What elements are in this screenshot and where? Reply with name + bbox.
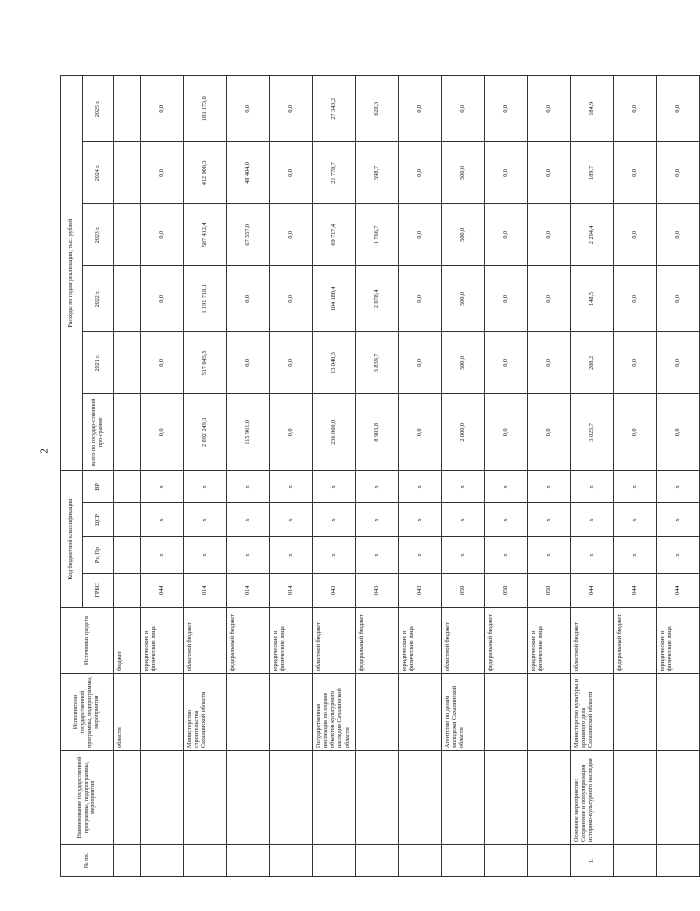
row-2023: 69 717,4 (313, 204, 356, 266)
row-2025: 0,0 (485, 76, 528, 142)
header-total: всего по государ-ственной про-грамме (83, 394, 114, 471)
row-2025: 0,0 (141, 76, 184, 142)
table-row (114, 76, 141, 877)
row-2023: 0,0 (270, 204, 313, 266)
row-grbs: 044 (571, 573, 614, 607)
row-vr: х (313, 471, 356, 503)
row-2024: 0,0 (399, 142, 442, 204)
row-num (399, 844, 442, 876)
row-vr: х (485, 471, 528, 503)
row-rz: х (657, 537, 700, 573)
row-name (485, 751, 528, 845)
header-csr: ЦСР (83, 503, 114, 537)
table-body (114, 76, 700, 877)
row-2023: 1 766,7 (356, 204, 399, 266)
row-2023: 0,0 (614, 204, 657, 266)
row-csr: х (485, 503, 528, 537)
row-2021: 0,0 (485, 332, 528, 394)
row-2021 (114, 332, 141, 394)
header-grbs: ГРБС (83, 573, 114, 607)
row-grbs: 050 (485, 573, 528, 607)
row-total: 0,0 (270, 394, 313, 471)
row-source: юридические и физические лица (270, 607, 313, 673)
row-2025: 183 173,0 (184, 76, 227, 142)
row-grbs: 050 (528, 573, 571, 607)
row-name (114, 751, 141, 845)
table-row (442, 76, 485, 877)
row-2023: 0,0 (528, 204, 571, 266)
row-vr: х (528, 471, 571, 503)
row-2024: 0,0 (141, 142, 184, 204)
row-executor (270, 674, 313, 751)
row-executor (485, 674, 528, 751)
header-2021: 2021 г. (83, 332, 114, 394)
header-num: № пп. (61, 844, 114, 876)
row-2024: 0,0 (485, 142, 528, 204)
row-vr: х (571, 471, 614, 503)
row-2023: 587 412,4 (184, 204, 227, 266)
row-source: юридические и физические лица (399, 607, 442, 673)
row-executor (657, 674, 700, 751)
row-2022 (114, 266, 141, 332)
row-2024: 0,0 (657, 142, 700, 204)
row-2024: 500,0 (442, 142, 485, 204)
row-2022: 0,0 (614, 266, 657, 332)
row-2025: 0,0 (657, 76, 700, 142)
row-executor: области (114, 674, 141, 751)
row-num (184, 844, 227, 876)
row-2022: 500,0 (442, 266, 485, 332)
row-source: областной бюджет (184, 607, 227, 673)
row-num (657, 844, 700, 876)
row-csr: х (313, 503, 356, 537)
row-source: федеральный бюджет (614, 607, 657, 673)
row-2023: 2 294,4 (571, 204, 614, 266)
row-rz: х (356, 537, 399, 573)
row-2023: 0,0 (141, 204, 184, 266)
table-row (313, 76, 356, 877)
row-2021: 3 839,7 (356, 332, 399, 394)
row-csr: х (528, 503, 571, 537)
row-num (528, 844, 571, 876)
row-rz: х (270, 537, 313, 573)
row-total: 2 892 249,3 (184, 394, 227, 471)
row-vr: х (442, 471, 485, 503)
row-executor: Министерство строительства Сахалинской области (184, 674, 227, 751)
row-csr: х (657, 503, 700, 537)
row-vr: х (184, 471, 227, 503)
row-2022: 0,0 (227, 266, 270, 332)
row-grbs: 014 (227, 573, 270, 607)
row-2021: 0,0 (657, 332, 700, 394)
row-2022: 0,0 (270, 266, 313, 332)
row-name (227, 751, 270, 845)
row-total: 0,0 (485, 394, 528, 471)
row-name (399, 751, 442, 845)
row-rz: х (313, 537, 356, 573)
row-name (657, 751, 700, 845)
row-2023: 0,0 (399, 204, 442, 266)
row-2025: 0,0 (614, 76, 657, 142)
row-total: 115 961,0 (227, 394, 270, 471)
row-2022: 104 180,4 (313, 266, 356, 332)
row-rz: х (571, 537, 614, 573)
row-source: бюджет (114, 607, 141, 673)
row-2022: 1 191 718,1 (184, 266, 227, 332)
rotated-table-wrapper (60, 75, 682, 877)
row-grbs: 043 (399, 573, 442, 607)
row-2024: 0,0 (528, 142, 571, 204)
row-source: областной бюджет (442, 607, 485, 673)
row-2021: 0,0 (614, 332, 657, 394)
row-num (141, 844, 184, 876)
row-vr: х (270, 471, 313, 503)
table-row (227, 76, 270, 877)
row-2023: 500,0 (442, 204, 485, 266)
row-csr: х (227, 503, 270, 537)
row-total: 0,0 (528, 394, 571, 471)
row-rz: х (141, 537, 184, 573)
row-csr: х (356, 503, 399, 537)
row-executor (614, 674, 657, 751)
row-rz: х (184, 537, 227, 573)
row-2025: 0,0 (227, 76, 270, 142)
row-name: Основное мероприятие: Сохранение и популяризация историко-культурного наследия (571, 751, 614, 845)
row-executor: Министерство культуры и архивного дела Сахалинской области (571, 674, 614, 751)
row-2024: 0,0 (270, 142, 313, 204)
page-number: 2 (38, 448, 51, 454)
row-total: 0,0 (399, 394, 442, 471)
row-2021: 208,2 (571, 332, 614, 394)
header-2023: 2023 г. (83, 204, 114, 266)
row-2024: 21 778,7 (313, 142, 356, 204)
row-vr: х (227, 471, 270, 503)
row-grbs: 044 (141, 573, 184, 607)
header-2025: 2025 г. (83, 76, 114, 142)
row-grbs (114, 573, 141, 607)
header-codes-group: Код бюджетной классификации (61, 471, 83, 608)
table-row (528, 76, 571, 877)
table-row (270, 76, 313, 877)
row-name (442, 751, 485, 845)
row-executor (528, 674, 571, 751)
row-csr: х (270, 503, 313, 537)
row-rz: х (442, 537, 485, 573)
row-source: областной бюджет (313, 607, 356, 673)
row-source: юридические и физические лица (528, 607, 571, 673)
row-csr: х (614, 503, 657, 537)
row-rz: х (227, 537, 270, 573)
header-source: Источники средств (61, 607, 114, 673)
row-vr: х (141, 471, 184, 503)
row-2025 (114, 76, 141, 142)
row-name (614, 751, 657, 845)
budget-table (60, 75, 700, 877)
row-2021: 13 040,3 (313, 332, 356, 394)
row-2021: 0,0 (141, 332, 184, 394)
row-csr: х (442, 503, 485, 537)
row-source: федеральный бюджет (356, 607, 399, 673)
row-name (141, 751, 184, 845)
row-source: областной бюджет (571, 607, 614, 673)
row-2025: 27 343,2 (313, 76, 356, 142)
row-grbs: 050 (442, 573, 485, 607)
row-total: 2 000,0 (442, 394, 485, 471)
row-csr: х (184, 503, 227, 537)
row-2022: 148,5 (571, 266, 614, 332)
row-rz (114, 537, 141, 573)
row-2022: 0,0 (528, 266, 571, 332)
row-2021: 0,0 (399, 332, 442, 394)
row-2021: 517 045,5 (184, 332, 227, 394)
row-2025: 620,3 (356, 76, 399, 142)
row-source: федеральный бюджет (485, 607, 528, 673)
row-executor: Государственная инспекция по охране объектов культурного наследия Сахалинской области (313, 674, 356, 751)
row-num (614, 844, 657, 876)
row-2025: 0,0 (528, 76, 571, 142)
row-2021: 500,0 (442, 332, 485, 394)
row-name (313, 751, 356, 845)
row-2024: 598,7 (356, 142, 399, 204)
row-num (114, 844, 141, 876)
row-2024: 48 404,0 (227, 142, 270, 204)
row-rz: х (399, 537, 442, 573)
row-executor (399, 674, 442, 751)
row-num (270, 844, 313, 876)
row-2024: 0,0 (614, 142, 657, 204)
table-row (485, 76, 528, 877)
row-source: федеральный бюджет (227, 607, 270, 673)
header-rz: Рз, Пр (83, 537, 114, 573)
row-rz: х (485, 537, 528, 573)
row-2025: 0,0 (399, 76, 442, 142)
row-grbs: 044 (657, 573, 700, 607)
row-grbs: 014 (270, 573, 313, 607)
row-2022: 0,0 (485, 266, 528, 332)
row-executor (356, 674, 399, 751)
table-row (184, 76, 227, 877)
row-2021: 0,0 (227, 332, 270, 394)
header-name: Наименование государственной программы, подпрограммы, мероприятия (61, 751, 114, 845)
row-executor: Агентство по делам молодежи Сахалинской области (442, 674, 485, 751)
row-name (528, 751, 571, 845)
row-rz: х (528, 537, 571, 573)
row-total: 8 903,8 (356, 394, 399, 471)
table-row (657, 76, 700, 877)
row-vr: х (614, 471, 657, 503)
row-csr (114, 503, 141, 537)
header-2022: 2022 г. (83, 266, 114, 332)
row-csr: х (571, 503, 614, 537)
row-executor (141, 674, 184, 751)
row-2023 (114, 204, 141, 266)
row-2024 (114, 142, 141, 204)
header-executor: Исполнители государственной программы, подпрограммы, мероприятия (61, 674, 114, 751)
row-2022: 2 078,4 (356, 266, 399, 332)
table-row (571, 76, 614, 877)
row-grbs: 014 (184, 573, 227, 607)
row-2021: 0,0 (528, 332, 571, 394)
row-total: 236 060,0 (313, 394, 356, 471)
row-num (485, 844, 528, 876)
row-total: 0,0 (614, 394, 657, 471)
row-name (356, 751, 399, 845)
row-grbs: 043 (313, 573, 356, 607)
row-csr: х (141, 503, 184, 537)
row-source: юридические и физические лица (657, 607, 700, 673)
row-total: 0,0 (141, 394, 184, 471)
header-vr: ВР (83, 471, 114, 503)
row-2025: 184,9 (571, 76, 614, 142)
row-source: юридические и физические лица (141, 607, 184, 673)
row-name (184, 751, 227, 845)
row-total: 3 025,7 (571, 394, 614, 471)
row-rz: х (614, 537, 657, 573)
row-csr: х (399, 503, 442, 537)
row-2023: 0,0 (485, 204, 528, 266)
row-executor (227, 674, 270, 751)
row-num: 1. (571, 844, 614, 876)
row-name (270, 751, 313, 845)
row-num (227, 844, 270, 876)
row-2024: 189,7 (571, 142, 614, 204)
row-vr: х (356, 471, 399, 503)
row-2021: 0,0 (270, 332, 313, 394)
row-2025: 0,0 (442, 76, 485, 142)
table-row (356, 76, 399, 877)
row-2023: 67 557,0 (227, 204, 270, 266)
row-total: 0,0 (657, 394, 700, 471)
table-header (61, 76, 114, 877)
row-total (114, 394, 141, 471)
table-row (399, 76, 442, 877)
header-2024: 2024 г. (83, 142, 114, 204)
row-2025: 0,0 (270, 76, 313, 142)
row-2024: 412 900,3 (184, 142, 227, 204)
row-vr: х (657, 471, 700, 503)
row-2022: 0,0 (657, 266, 700, 332)
table-row (141, 76, 184, 877)
row-2023: 0,0 (657, 204, 700, 266)
row-2022: 0,0 (141, 266, 184, 332)
row-vr: х (399, 471, 442, 503)
row-num (356, 844, 399, 876)
header-expenses-group: Расходы по годам реализации, тыс. рублей (61, 76, 83, 471)
row-2022: 0,0 (399, 266, 442, 332)
row-grbs: 043 (356, 573, 399, 607)
row-num (442, 844, 485, 876)
row-vr (114, 471, 141, 503)
row-grbs: 044 (614, 573, 657, 607)
row-num (313, 844, 356, 876)
table-row (614, 76, 657, 877)
